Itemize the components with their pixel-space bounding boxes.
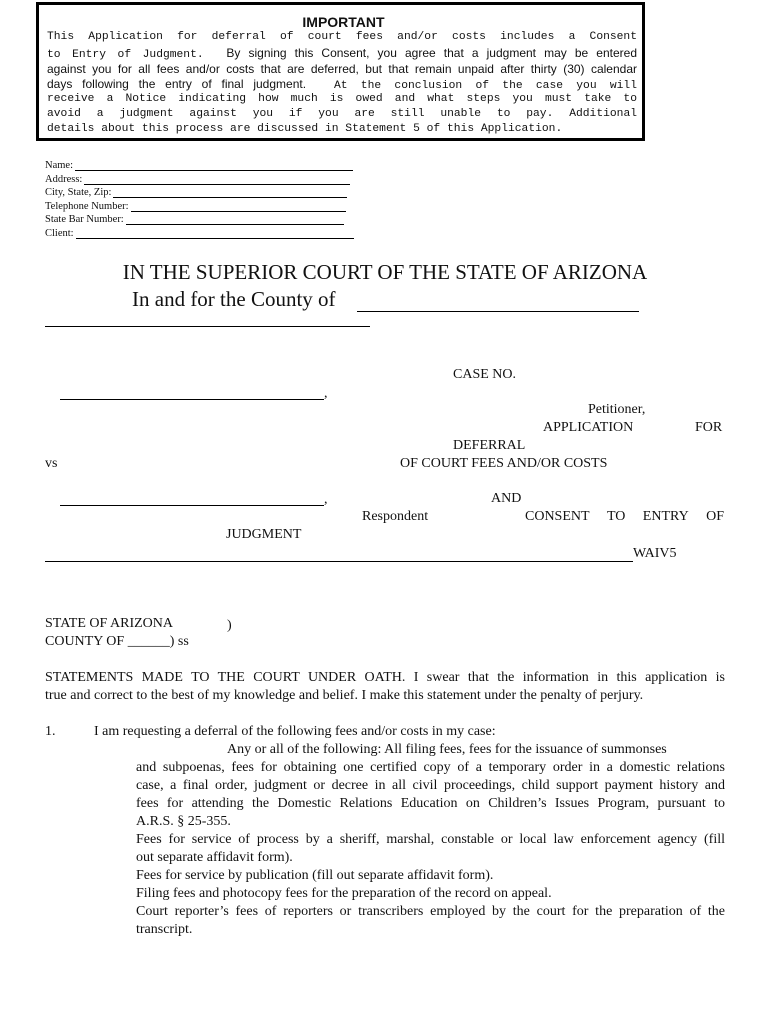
respondent-comma: ,	[324, 492, 328, 507]
fees-2-line-2: out separate affidavit form).	[136, 850, 293, 865]
of-court-fees-label: OF COURT FEES AND/OR COSTS	[400, 456, 608, 471]
state-bar-number-label: State Bar Number:	[45, 214, 124, 225]
for-word: FOR	[695, 420, 723, 435]
judgment-word: JUDGMENT	[226, 527, 302, 542]
fees-2-line-1: Fees for service of process by a sheriff, marshal, constable or local law enforcement agency (fill	[136, 832, 725, 847]
respondent-name-line[interactable]	[60, 505, 324, 506]
important-line-4	[47, 77, 637, 92]
county-of-ss: COUNTY OF ______) ss	[45, 634, 189, 649]
telephone-field[interactable]	[45, 201, 346, 212]
state-bar-number-field[interactable]	[45, 214, 344, 225]
fees-1-line-5: A.R.S. § 25-355.	[136, 814, 231, 829]
important-notice-box	[36, 2, 645, 141]
and-word: AND	[491, 491, 522, 506]
client-label: Client:	[45, 228, 74, 239]
consent-word: CONSENT	[525, 509, 590, 524]
important-line-2-mono: to Entry of Judgment.	[47, 49, 204, 61]
important-line-5: receive a Notice indicating how much is owed and what steps you must take to	[47, 93, 637, 105]
of-word: OF	[706, 509, 724, 524]
statements-intro-line-1: STATEMENTS MADE TO THE COURT UNDER OATH. I swear that the information in this application is	[45, 670, 725, 685]
client-line[interactable]	[76, 228, 354, 239]
application-word: APPLICATION	[543, 420, 634, 435]
important-line-6: avoid a judgment against you if you are still unable to pay. Additional	[47, 108, 637, 120]
telephone-line[interactable]	[131, 201, 346, 212]
name-field[interactable]	[45, 160, 353, 171]
consent-to-entry-of	[525, 509, 724, 525]
venue-paren: )	[227, 618, 232, 633]
fees-4: Filing fees and photocopy fees for the preparation of the record on appeal.	[136, 886, 552, 901]
important-line-4-mono: At the conclusion of the case you will	[333, 80, 637, 92]
important-title: IMPORTANT	[302, 14, 385, 30]
deferral-word: DEFERRAL	[453, 438, 526, 453]
item-1-text: I am requesting a deferral of the following fees and/or costs in my case:	[94, 724, 496, 739]
important-line-3: against you for all fees and/or costs that are deferred, but that remain unpaid after thirty (30) calendar	[47, 62, 637, 76]
city-state-zip-line[interactable]	[113, 187, 347, 198]
fees-1-line-2: and subpoenas, fees for obtaining one certified copy of a temporary order in a domestic relations	[136, 760, 725, 775]
fees-1-line-1: Any or all of the following: All filing fees, fees for the issuance of summonses	[227, 742, 667, 757]
county-name-line[interactable]	[357, 311, 639, 312]
entry-word: ENTRY	[642, 509, 689, 524]
petitioner-label: Petitioner,	[588, 402, 646, 417]
vs-label: vs	[45, 456, 58, 471]
divider-line	[45, 326, 370, 327]
fees-1-line-4: fees for attending the Domestic Relations Education on Children’s Issues Program, pursuant to	[136, 796, 725, 811]
petitioner-comma: ,	[324, 386, 328, 401]
caption-bottom-line	[45, 561, 633, 562]
client-field[interactable]	[45, 228, 354, 239]
telephone-label: Telephone Number:	[45, 201, 129, 212]
county-prefix: In and for the County of	[132, 287, 336, 311]
name-line[interactable]	[75, 160, 353, 171]
item-1-number: 1.	[45, 724, 56, 739]
to-word: TO	[606, 509, 626, 524]
important-line-1: This Application for deferral of court fees and/or costs includes a Consent	[47, 31, 637, 43]
fees-3: Fees for service by publication (fill out separate affidavit form).	[136, 868, 494, 883]
statements-intro-line-2: true and correct to the best of my knowledge and belief. I make this statement under the penalty of perjury.	[45, 688, 644, 703]
fees-5-line-2: transcript.	[136, 922, 193, 937]
address-field[interactable]	[45, 174, 350, 185]
respondent-label: Respondent	[362, 509, 429, 524]
court-title: IN THE SUPERIOR COURT OF THE STATE OF ARIZONA	[122, 260, 648, 284]
state-of-arizona: STATE OF ARIZONA	[45, 616, 173, 631]
petitioner-name-line[interactable]	[60, 399, 324, 400]
important-line-2	[47, 46, 637, 61]
case-number-label: CASE NO.	[453, 367, 517, 382]
city-state-zip-label: City, State, Zip:	[45, 187, 112, 198]
important-line-4-sans: days following the entry of final judgment.	[47, 77, 307, 91]
important-line-7: details about this process are discussed in Statement 5 of this Application.	[47, 123, 563, 135]
name-label: Name:	[45, 160, 73, 171]
form-code: WAIV5	[633, 546, 677, 561]
fees-1-line-3: case, a final order, judgment or decree in all civil proceedings, child support payment history and	[136, 778, 725, 793]
fees-5-line-1: Court reporter’s fees of reporters or transcribers employed by the court for the preparation of the	[136, 904, 725, 919]
state-bar-number-line[interactable]	[126, 214, 344, 225]
address-label: Address:	[45, 174, 83, 185]
important-line-2-sans: By signing this Consent, you agree that a judgment may be entered	[226, 46, 638, 60]
address-line[interactable]	[84, 174, 350, 185]
city-state-zip-field[interactable]	[45, 187, 347, 198]
